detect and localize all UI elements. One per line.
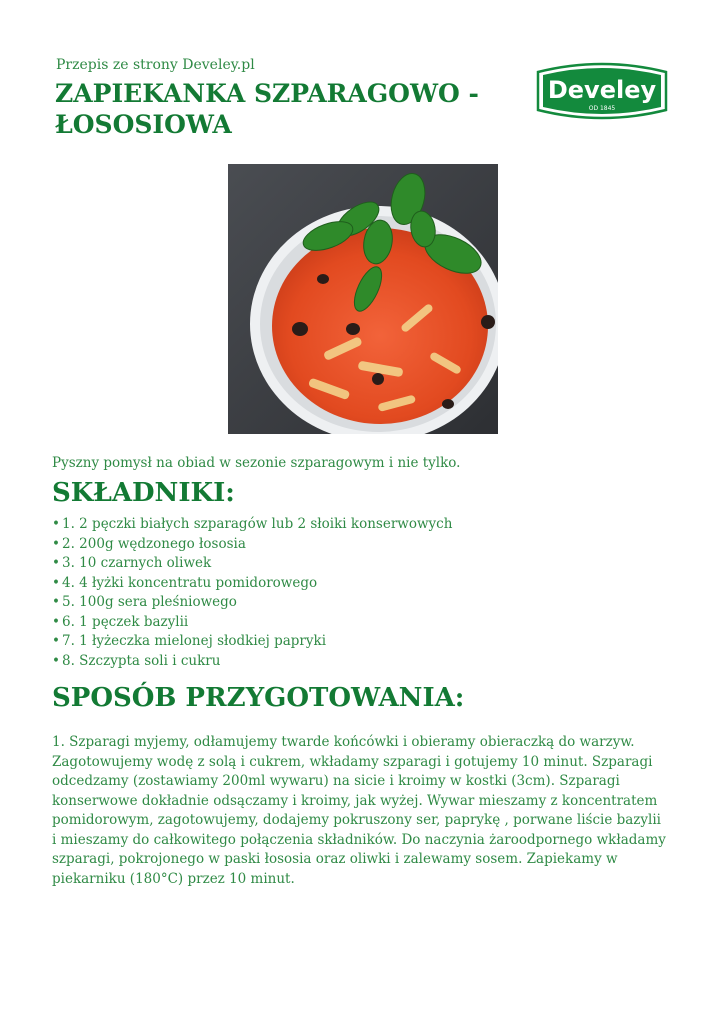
logo-tagline: OD 1845 xyxy=(588,105,616,112)
preparation-heading: SPOSÓB PRZYGOTOWANIA: xyxy=(52,683,465,713)
list-item: • 1. 2 pęczki białych szparagów lub 2 słoiki konserwowych xyxy=(52,515,452,535)
list-item: • 7. 1 łyżeczka mielonej słodkiej papryki xyxy=(52,632,452,652)
list-item: • 6. 1 pęczek bazylii xyxy=(52,613,452,633)
list-item: • 4. 4 łyżki koncentratu pomidorowego xyxy=(52,574,452,594)
list-item: • 5. 100g sera pleśniowego xyxy=(52,593,452,613)
intro-text: Pyszny pomysł na obiad w sezonie szparagowym i nie tylko. xyxy=(52,455,461,471)
page-title: ZAPIEKANKA SZPARAGOWO - ŁOSOSIOWA xyxy=(55,79,479,139)
dish-photo xyxy=(228,164,498,434)
list-item: • 2. 200g wędzonego łososia xyxy=(52,535,452,555)
preparation-text: 1. Szparagi myjemy, odłamujemy twarde końcówki i obieramy obieraczką do warzyw. Zagotowujemy wodę z solą i cukrem, wkładamy szparagi i gotujemy 10 minut. Szparagi odcedzamy (zostawiamy 200ml wywaru) na sicie i kroimy w kostki (3cm). Szparagi konserwowe dokładnie odsączamy i kroimy, jak wyżej. Wywar mieszamy z koncentratem pomidorowym, zagotowujemy, dodajemy pokruszony ser, paprykę , porwane liście bazylii i mieszamy do całkowitego połączenia składników. Do naczynia żaroodpornego wkładamy szparagi, pokrojonego w paski łososia oraz oliwki i zalewamy sosem. Zapiekamy w piekarniku (180°C) przez 10 minut. xyxy=(52,734,666,887)
list-item: • 3. 10 czarnych oliwek xyxy=(52,554,452,574)
ingredients-list xyxy=(52,515,452,671)
logo-brand: Develey xyxy=(547,76,657,104)
source-line: Przepis ze strony Develey.pl xyxy=(56,57,255,73)
ingredients-heading: SKŁADNIKI: xyxy=(52,478,235,508)
list-item: • 8. Szczypta soli i cukru xyxy=(52,652,452,672)
develey-logo xyxy=(532,58,672,124)
